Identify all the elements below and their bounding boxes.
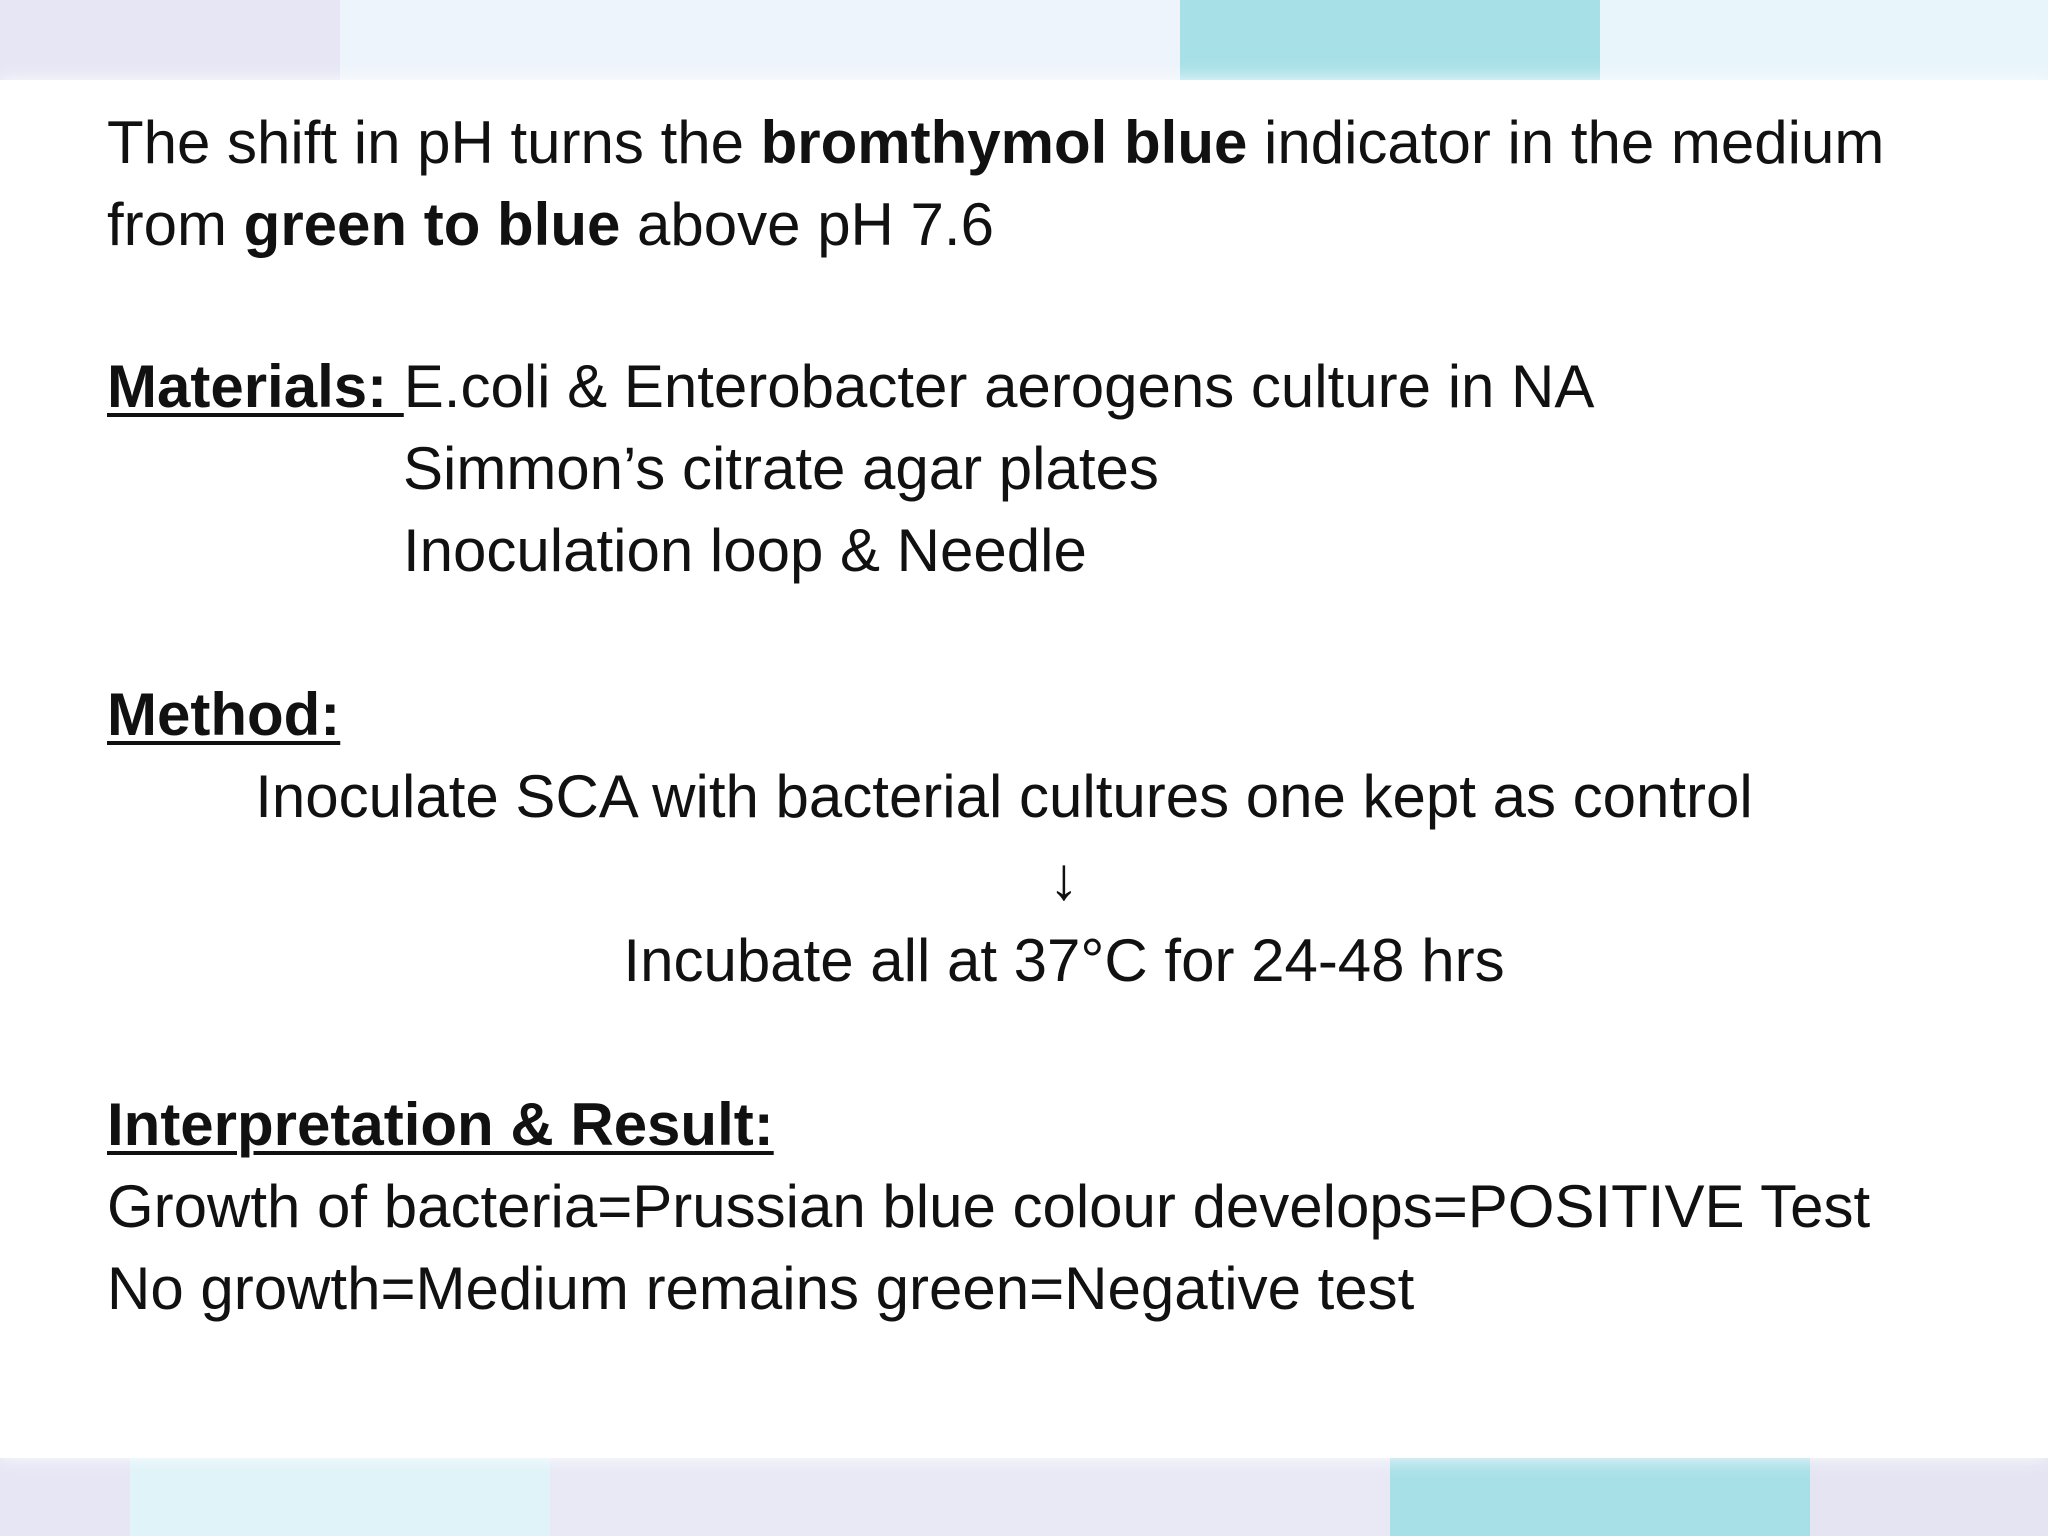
intro-text-4: above pH 7.6	[620, 191, 994, 258]
intro-text-2: indicator in the medium	[1247, 109, 1885, 176]
bg-block-bottom-left	[0, 1458, 130, 1536]
materials-heading: Materials:	[107, 353, 404, 420]
bg-block-bottom-light	[130, 1458, 550, 1536]
bg-block-top-left	[0, 0, 340, 80]
interpretation-line: No growth=Medium remains green=Negative test	[107, 1255, 1415, 1322]
interpretation-line: Growth of bacteria=Prussian blue colour develops=POSITIVE Test	[107, 1173, 1871, 1240]
materials-item: Simmon’s citrate agar plates	[403, 435, 1159, 502]
bg-block-bottom-mid	[550, 1458, 1390, 1536]
method-step-1: Inoculate SCA with bacterial cultures one kept as control	[255, 763, 1753, 830]
interpretation-heading: Interpretation & Result:	[107, 1091, 774, 1158]
materials-item: Inoculation loop & Needle	[403, 517, 1087, 584]
interpretation-section	[107, 1084, 1870, 1330]
materials-section	[107, 346, 1594, 592]
intro-text-1: The shift in pH turns the	[107, 109, 761, 176]
materials-item: E.coli & Enterobacter aerogens culture in NA	[403, 353, 1595, 420]
bg-block-top-teal	[1180, 0, 1600, 80]
slide-content	[0, 80, 2048, 1458]
method-step-2: Incubate all at 37°C for 24-48 hrs	[623, 927, 1505, 994]
intro-bold-2: green to blue	[243, 191, 621, 258]
bg-block-bottom-right	[1810, 1458, 2048, 1536]
method-heading-line	[107, 674, 340, 756]
down-arrow-icon: ↓	[1049, 845, 1079, 912]
intro-paragraph	[107, 102, 1884, 266]
intro-text-3: from	[107, 191, 244, 258]
bg-block-top-right	[1600, 0, 2048, 80]
method-heading: Method:	[107, 681, 341, 748]
bg-block-bottom-teal	[1390, 1458, 1810, 1536]
bg-block-top-mid	[340, 0, 1180, 80]
intro-bold-1: bromthymol blue	[760, 109, 1248, 176]
